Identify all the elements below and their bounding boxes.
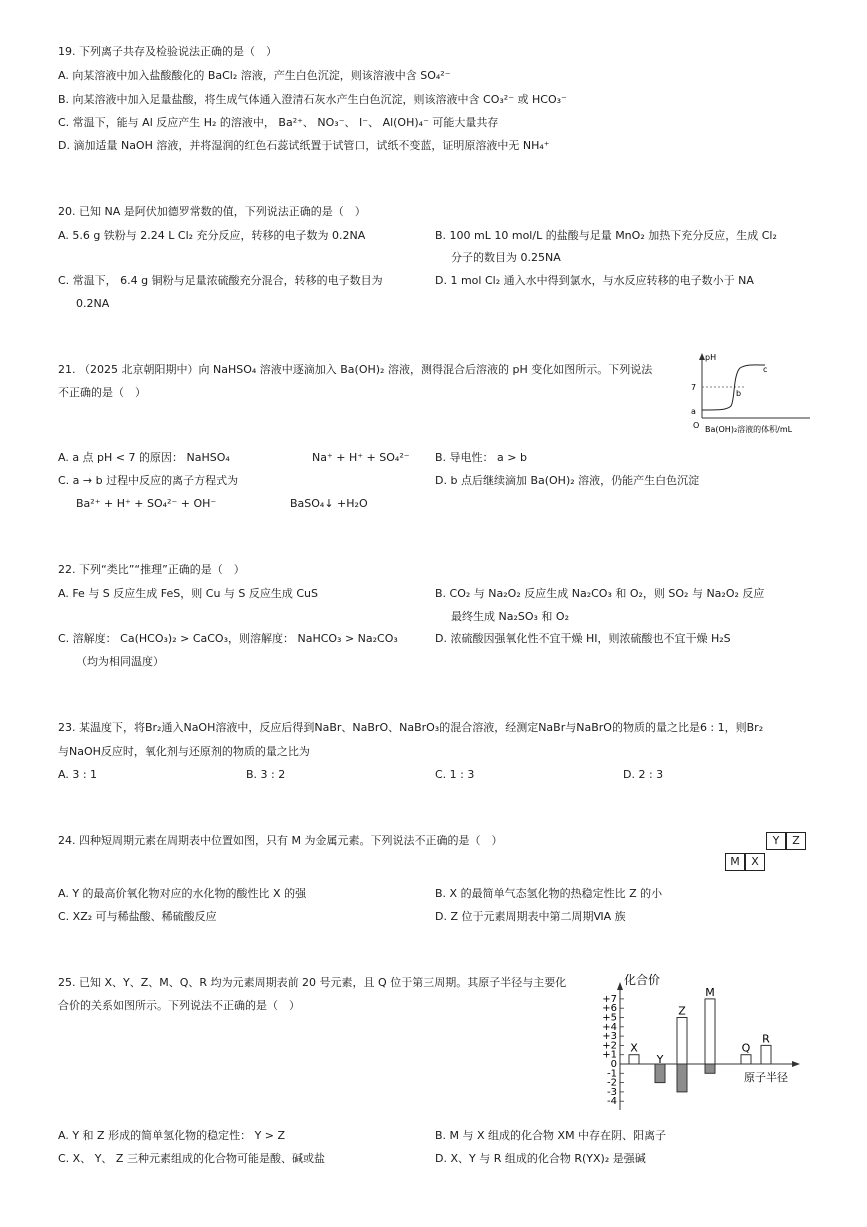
q21-option-c-left: Ba²⁺ + H⁺ + SO₄²⁻ + OH⁻	[76, 497, 217, 510]
q25-option-d[interactable]: D. X、Y 与 R 组成的化合物 R(YX)₂ 是强碱	[435, 1152, 646, 1165]
q25-chart-ylabel: 化合价	[624, 973, 661, 987]
bar-negative-Z	[677, 1064, 687, 1092]
q21-option-b[interactable]: B. 导电性： a > b	[435, 451, 527, 464]
q20-option-b-cont: 分子的数目为 0.25NA	[451, 251, 561, 264]
q21-stem-cont: 不正确的是（ ）	[58, 386, 146, 399]
q21-graph-c: c	[763, 365, 768, 374]
bar-positive-M	[705, 999, 715, 1064]
q19-option-a[interactable]: A. 向某溶液中加入盐酸酸化的 BaCl₂ 溶液，产生白色沉淀，则该溶液中含 SO₄²⁻	[58, 69, 451, 82]
q19-option-b[interactable]: B. 向某溶液中加入足量盐酸，将生成气体通入澄清石灰水产生白色沉淀，则该溶液中含 CO₃²⁻ 或 HCO₃⁻	[58, 93, 567, 106]
q22-option-d[interactable]: D. 浓硫酸因强氧化性不宜干燥 HI，则浓硫酸也不宜干燥 H₂S	[435, 632, 731, 645]
y-tick-label: +5	[602, 1012, 617, 1024]
q23-option-c[interactable]: C. 1 : 3	[435, 768, 475, 781]
q21-ph-graph	[685, 350, 815, 438]
y-tick-label: +4	[602, 1021, 617, 1033]
bar-label-X: X	[630, 1041, 638, 1055]
q25-stem: 25. 已知 X、Y、Z、M、Q、R 均为元素周期表前 20 号元素，且 Q 位于第三周期。其原子半径与主要化	[58, 976, 567, 989]
q25-chart-xlabel: 原子半径	[744, 1071, 788, 1084]
bar-positive-Z	[677, 1018, 687, 1065]
y-tick-label: 0	[610, 1059, 617, 1070]
y-tick-label: +3	[602, 1031, 617, 1043]
q21-graph-a: a	[691, 407, 696, 416]
bar-label-Z: Z	[678, 1004, 686, 1018]
q24-stem: 24. 四种短周期元素在周期表中位置如图，只有 M 为金属元素。下列说法不正确的是（ ）	[58, 834, 503, 847]
q24-option-c[interactable]: C. XZ₂ 可与稀盐酸、稀硫酸反应	[58, 910, 217, 923]
y-tick-label: -1	[607, 1068, 617, 1080]
y-tick-label: +2	[602, 1040, 617, 1052]
q24-cell-m: M	[725, 853, 745, 871]
bar-label-Q: Q	[741, 1041, 751, 1055]
q21-stem: 21. （2025 北京朝阳期中）向 NaHSO₄ 溶液中逐滴加入 Ba(OH)₂ 溶液，测得混合后溶液的 pH 变化如图所示。下列说法	[58, 363, 653, 376]
bar-label-Y: Y	[656, 1053, 664, 1066]
q21-graph-b: b	[736, 389, 742, 398]
bar-label-M: M	[705, 985, 715, 999]
q24-option-a[interactable]: A. Y 的最高价氧化物对应的水化物的酸性比 X 的强	[58, 887, 307, 900]
q23-stem-cont: 与NaOH反应时，氧化剂与还原剂的物质的量之比为	[58, 745, 310, 758]
q22-option-a[interactable]: A. Fe 与 S 反应生成 FeS，则 Cu 与 S 反应生成 CuS	[58, 587, 319, 600]
q24-cell-y: Y	[766, 832, 786, 850]
q21-option-a-ions: Na⁺ + H⁺ + SO₄²⁻	[312, 451, 410, 464]
q21-graph-origin: O	[693, 421, 700, 430]
q20-stem: 20. 已知 NA 是阿伏加德罗常数的值，下列说法正确的是（ ）	[58, 205, 366, 218]
q25-option-a[interactable]: A. Y 和 Z 形成的简单氢化物的稳定性： Y > Z	[58, 1129, 286, 1142]
q25-option-c[interactable]: C. X、 Y、 Z 三种元素组成的化合物可能是酸、碱或盐	[58, 1152, 325, 1165]
bar-negative-M	[705, 1064, 715, 1073]
q24-option-b[interactable]: B. X 的最简单气态氢化物的热稳定性比 Z 的小	[435, 887, 663, 900]
y-tick-label: +6	[602, 1003, 617, 1015]
q20-option-a[interactable]: A. 5.6 g 铁粉与 2.24 L Cl₂ 充分反应，转移的电子数为 0.2NA	[58, 229, 366, 242]
bar-positive-Q	[741, 1055, 751, 1064]
y-tick-label: -3	[607, 1086, 617, 1098]
q23-option-d[interactable]: D. 2 : 3	[623, 768, 664, 781]
q22-option-c[interactable]: C. 溶解度： Ca(HCO₃)₂ > CaCO₃，则溶解度： NaHCO₃ > Na₂CO₃	[58, 632, 398, 645]
q19-option-c[interactable]: C. 常温下，能与 Al 反应产生 H₂ 的溶液中， Ba²⁺、 NO₃⁻、 I⁻、 Al(OH)₄⁻ 可能大量共存	[58, 116, 499, 129]
q23-stem: 23. 某温度下，将Br₂通入NaOH溶液中，反应后得到NaBr、NaBrO、NaBrO₃的混合溶液，经测定NaBr与NaBrO的物质的量之比是6 : 1，则Br₂	[58, 721, 764, 734]
q25-option-b[interactable]: B. M 与 X 组成的化合物 XM 中存在阴、阳离子	[435, 1129, 667, 1142]
q21-option-d[interactable]: D. b 点后继续滴加 Ba(OH)₂ 溶液，仍能产生白色沉淀	[435, 474, 700, 487]
q22-option-c-cont: （均为相同温度）	[76, 655, 164, 668]
q21-option-a[interactable]: A. a 点 pH < 7 的原因： NaHSO₄	[58, 451, 230, 464]
q20-option-b[interactable]: B. 100 mL 10 mol/L 的盐酸与足量 MnO₂ 加热下充分反应，生成 Cl₂	[435, 229, 777, 242]
q25-stem-cont: 合价的关系如图所示。下列说法不正确的是（ ）	[58, 999, 300, 1012]
bar-positive-X	[629, 1055, 639, 1064]
q24-cell-z: Z	[786, 832, 806, 850]
q19-option-d[interactable]: D. 滴加适量 NaOH 溶液，并将湿润的红色石蕊试纸置于试管口，试纸不变蓝，证明原溶液中无 NH₄⁺	[58, 139, 550, 152]
q20-option-c-cont: 0.2NA	[76, 297, 110, 310]
bar-negative-Y	[655, 1064, 665, 1083]
q24-option-d[interactable]: D. Z 位于元素周期表中第二周期ⅥA 族	[435, 910, 626, 923]
q24-cell-x: X	[745, 853, 765, 871]
q19-stem: 19. 下列离子共存及检验说法正确的是（ ）	[58, 45, 277, 58]
bar-positive-R	[761, 1045, 771, 1064]
q22-option-b[interactable]: B. CO₂ 与 Na₂O₂ 反应生成 Na₂CO₃ 和 O₂，则 SO₂ 与 Na₂O₂ 反应	[435, 587, 765, 600]
q25-valence-chart	[598, 970, 808, 1118]
q21-graph-xlabel: Ba(OH)₂溶液的体积/mL	[705, 425, 793, 434]
q21-option-c[interactable]: C. a → b 过程中反应的离子方程式为	[58, 474, 239, 487]
q21-graph-ylabel: pH	[705, 353, 717, 362]
q21-option-c-right: BaSO₄↓ +H₂O	[290, 497, 368, 510]
q20-option-d[interactable]: D. 1 mol Cl₂ 通入水中得到氯水，与水反应转移的电子数小于 NA	[435, 274, 754, 287]
q22-stem: 22. 下列“类比”“推理”正确的是（ ）	[58, 563, 245, 576]
y-tick-label: +7	[602, 993, 617, 1005]
y-tick-label: -4	[607, 1096, 617, 1108]
bar-label-R: R	[762, 1032, 770, 1046]
q23-option-b[interactable]: B. 3 : 2	[246, 768, 286, 781]
q20-option-c[interactable]: C. 常温下， 6.4 g 铜粉与足量浓硫酸充分混合，转移的电子数目为	[58, 274, 383, 287]
q21-graph-y7: 7	[691, 383, 697, 392]
y-tick-label: -2	[607, 1077, 617, 1089]
y-tick-label: +1	[602, 1049, 617, 1061]
q22-option-b-cont: 最终生成 Na₂SO₃ 和 O₂	[451, 610, 569, 623]
q23-option-a[interactable]: A. 3 : 1	[58, 768, 98, 781]
